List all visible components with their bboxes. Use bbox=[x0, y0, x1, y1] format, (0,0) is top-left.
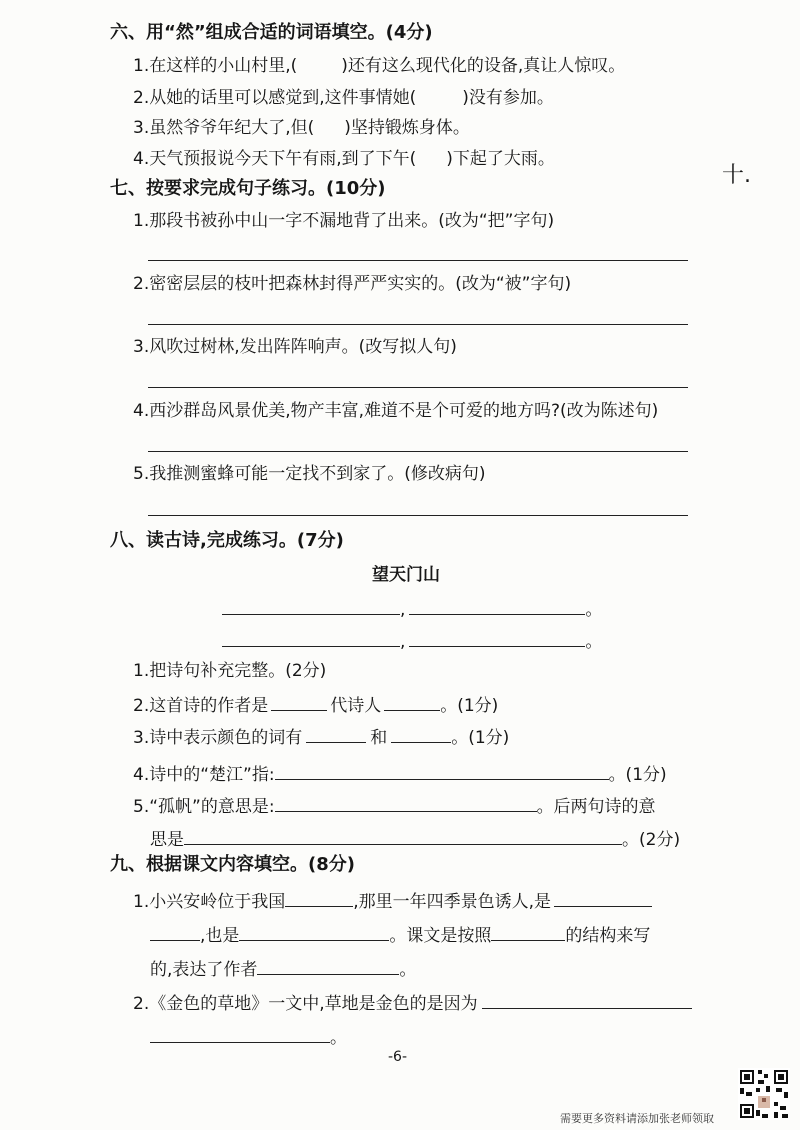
s7-question-3: 3.风吹过树林,发出阵阵响声。(改写拟人句) bbox=[133, 337, 457, 357]
poem-title: 望天门山 bbox=[372, 565, 440, 585]
s7-q2-answer-line[interactable] bbox=[148, 324, 688, 325]
s8-q3-blank-1[interactable] bbox=[306, 724, 366, 743]
qr-code[interactable] bbox=[738, 1068, 790, 1120]
s8-q5-blank-2[interactable] bbox=[184, 826, 622, 845]
section-6-title: 六、用“然”组成合适的词语填空。(4分) bbox=[110, 22, 433, 43]
s7-question-5: 5.我推测蜜蜂可能一定找不到家了。(修改病句) bbox=[133, 464, 486, 484]
s9-q1-blank-1[interactable] bbox=[285, 888, 353, 907]
poem-blank-2[interactable] bbox=[409, 596, 585, 615]
s9-q1-blank-4[interactable] bbox=[239, 922, 389, 941]
s8-q4-blank[interactable] bbox=[275, 761, 609, 780]
s8-question-5-cont: 思是 。(2分) bbox=[150, 826, 680, 851]
s7-question-4: 4.西沙群岛风景优美,物产丰富,难道不是个可爱的地方吗?(改为陈述句) bbox=[133, 401, 659, 421]
s9-question-2-line2: 。 bbox=[150, 1024, 347, 1049]
s6-question-2: 2.从她的话里可以感觉到,这件事情她( )没有参加。 bbox=[133, 88, 554, 108]
s8-question-4: 4.诗中的“楚江”指: 。(1分) bbox=[133, 761, 667, 786]
s7-q3-answer-line[interactable] bbox=[148, 387, 688, 388]
s8-question-2: 2.这首诗的作者是 代诗人 。(1分) bbox=[133, 692, 498, 717]
s8-question-3: 3.诗中表示颜色的词有 和 。(1分) bbox=[133, 724, 509, 749]
s9-q1-blank-5[interactable] bbox=[491, 922, 565, 941]
s9-q1-blank-6[interactable] bbox=[257, 956, 399, 975]
footer-note: 需要更多资料请添加张老师领取 bbox=[560, 1112, 714, 1125]
s9-question-1-line3: 的,表达了作者 。 bbox=[150, 956, 416, 981]
s7-q1-answer-line[interactable] bbox=[148, 260, 688, 261]
s9-q2-blank-1[interactable] bbox=[482, 990, 692, 1009]
s9-q1-blank-2[interactable] bbox=[554, 888, 652, 907]
poem-line-1: , 。 bbox=[222, 596, 602, 621]
s6-question-1: 1.在这样的小山村里,( )还有这么现代化的设备,真让人惊叹。 bbox=[133, 56, 626, 76]
s8-question-5: 5.“孤帆”的意思是: 。后两句诗的意 bbox=[133, 793, 656, 818]
poem-blank-4[interactable] bbox=[409, 628, 585, 647]
s8-q5-blank-1[interactable] bbox=[275, 793, 537, 812]
section-8-title: 八、读古诗,完成练习。(7分) bbox=[110, 530, 344, 551]
poem-blank-3[interactable] bbox=[222, 628, 400, 647]
margin-mark: 十. bbox=[722, 163, 751, 188]
section-7-title: 七、按要求完成句子练习。(10分) bbox=[110, 178, 386, 199]
page-number: -6- bbox=[388, 1049, 408, 1065]
s8-question-1: 1.把诗句补充完整。(2分) bbox=[133, 661, 327, 681]
s6-question-4: 4.天气预报说今天下午有雨,到了下午( )下起了大雨。 bbox=[133, 149, 555, 169]
section-9-title: 九、根据课文内容填空。(8分) bbox=[110, 854, 355, 875]
s7-question-2: 2.密密层层的枝叶把森林封得严严实实的。(改为“被”字句) bbox=[133, 274, 572, 294]
s9-question-1-line2: ,也是 。课文是按照 的结构来写 bbox=[150, 922, 650, 947]
s9-q2-blank-2[interactable] bbox=[150, 1024, 330, 1043]
s8-q2-blank-2[interactable] bbox=[384, 692, 440, 711]
s7-question-1: 1.那段书被孙中山一字不漏地背了出来。(改为“把”字句) bbox=[133, 211, 555, 231]
s7-q4-answer-line[interactable] bbox=[148, 451, 688, 452]
poem-blank-1[interactable] bbox=[222, 596, 400, 615]
s8-q3-blank-2[interactable] bbox=[391, 724, 451, 743]
s9-question-2: 2.《金色的草地》一文中,草地是金色的是因为 bbox=[133, 990, 692, 1015]
s9-q1-blank-3[interactable] bbox=[150, 922, 200, 941]
s6-question-3: 3.虽然爷爷年纪大了,但( )坚持锻炼身体。 bbox=[133, 118, 470, 138]
poem-line-2: , 。 bbox=[222, 628, 602, 653]
s9-question-1: 1.小兴安岭位于我国 ,那里一年四季景色诱人,是 bbox=[133, 888, 652, 913]
s7-q5-answer-line[interactable] bbox=[148, 515, 688, 516]
s8-q2-blank-1[interactable] bbox=[271, 692, 327, 711]
